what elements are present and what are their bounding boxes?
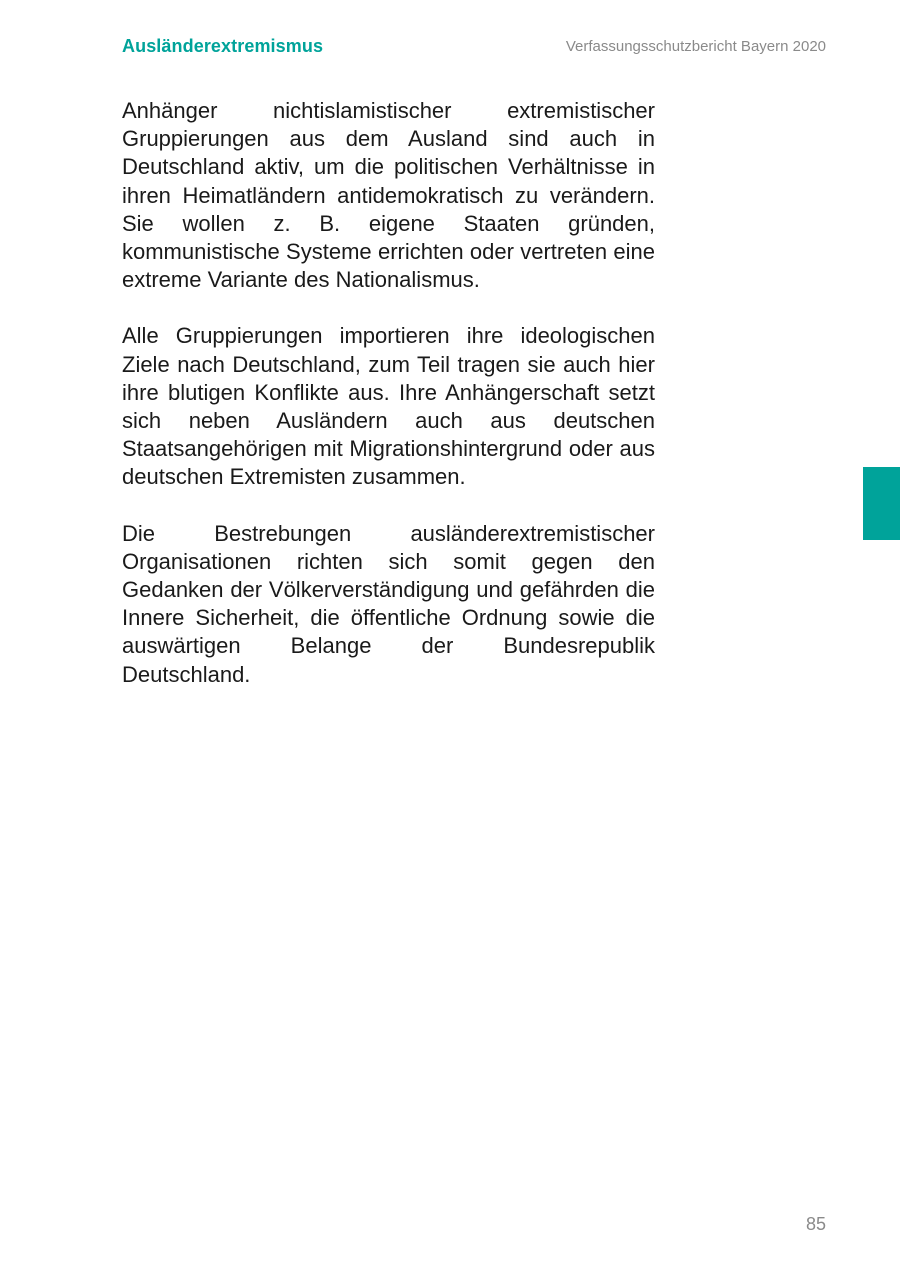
paragraph-2: Alle Gruppierungen importieren ihre ideologischen Ziele nach Deutschland, zum Teil tragen sie auch hier ihre blutigen Konflikte aus. Ihre Anhängerschaft setzt sich neben Ausländern auch aus deutschen Staatsangehörigen mit Migrationshintergrund oder aus deutschen Extremisten zusammen. [122,323,655,490]
chapter-marker-tab [863,467,900,540]
body-text [122,97,655,717]
paragraph-3: Die Bestrebungen ausländerextremistischer Organisationen richten sich somit gegen den Gedanken der Völkerverständigung und gefährden die Innere Sicherheit, die öffentliche Ordnung sowie die auswärtigen Belange der Bundesrepublik Deutschland. [122,520,655,687]
paragraph-1: Anhänger nichtislamistischer extremistischer Gruppierungen aus dem Ausland sind auch in Deutschland aktiv, um die politischen Verhältnisse in ihren Heimatländern antidemokratisch zu verändern. Sie wollen z. B. eigene Staaten gründen, kommunistische Systeme errichten oder vertreten eine extreme Variante des Nationalismus. [122,98,655,293]
report-title: Verfassungsschutzbericht Bayern 2020 [565,38,826,55]
section-title: Ausländerextremismus [122,36,324,56]
page-header [122,36,826,60]
page-number: 85 [805,1214,826,1234]
